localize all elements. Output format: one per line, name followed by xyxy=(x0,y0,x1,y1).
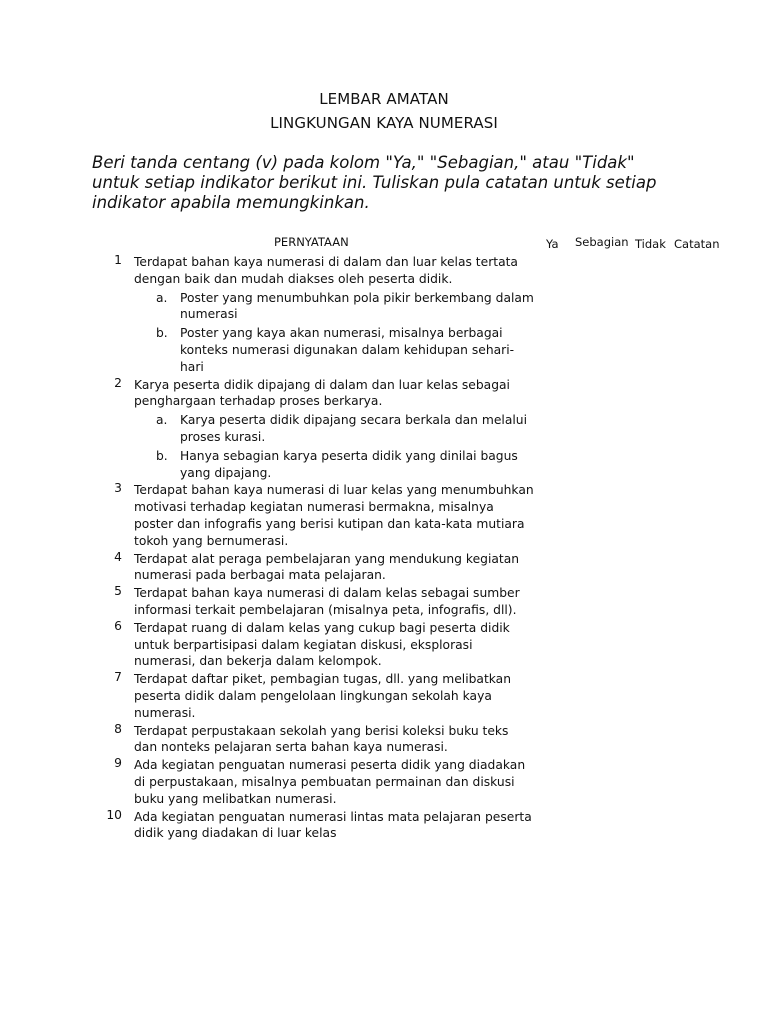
statement-item xyxy=(92,551,534,585)
sub-indicator-text: Poster yang menumbuhkan pola pikir berkembang dalam numerasi xyxy=(180,290,534,322)
statement-item xyxy=(92,482,534,549)
statement-text: Terdapat alat peraga pembelajaran yang mendukung kegiatan numerasi pada berbagai mata pelajaran. xyxy=(134,551,520,583)
sub-indicator-letter: b. xyxy=(156,448,168,463)
sub-indicator-letter: b. xyxy=(156,326,168,341)
statement-number: 8 xyxy=(114,721,122,736)
statement-item xyxy=(92,377,534,482)
statement-item xyxy=(92,585,534,619)
sub-indicator-letter: a. xyxy=(156,290,168,305)
sub-indicator-text: Hanya sebagian karya peserta didik yang dinilai bagus yang dipajang. xyxy=(180,448,518,480)
statement-text: Karya peserta didik dipajang di dalam dan luar kelas sebagai penghargaan terhadap proses berkarya. xyxy=(134,377,510,409)
column-header-catatan: Catatan xyxy=(674,237,720,251)
statement-text: Terdapat daftar piket, pembagian tugas, dll. yang melibatkan peserta didik dalam pengelolaan lingkungan sekolah kaya numerasi. xyxy=(134,672,512,720)
statement-list xyxy=(92,254,534,842)
statement-item xyxy=(92,757,534,807)
statement-number: 4 xyxy=(114,549,122,564)
statement-text: Terdapat perpustakaan sekolah yang berisi koleksi buku teks dan nonteks pelajaran serta bahan kaya numerasi. xyxy=(134,723,509,755)
statement-number: 6 xyxy=(114,618,122,633)
statement-number: 3 xyxy=(114,481,122,496)
statement-text: Terdapat bahan kaya numerasi di dalam dan luar kelas tertata dengan baik dan mudah diakses oleh peserta didik. xyxy=(134,255,518,286)
statement-number: 9 xyxy=(114,756,122,771)
sub-indicator-text: Karya peserta didik dipajang secara berkala dan melalui proses kurasi. xyxy=(180,413,527,444)
statement-text: Ada kegiatan penguatan numerasi lintas mata pelajaran peserta didik yang diadakan di luar kelas xyxy=(134,809,532,841)
document-title: LEMBAR AMATAN xyxy=(319,90,449,108)
statement-item xyxy=(92,723,534,757)
statement-text: Terdapat bahan kaya numerasi di luar kelas yang menumbuhkan motivasi terhadap kegiatan numerasi bermakna, misalnya poster dan infografis yang berisi kutipan dan kata-kata mutiara tokoh yang bernumerasi. xyxy=(134,483,534,548)
sub-indicator xyxy=(134,290,534,324)
statement-item xyxy=(92,620,534,670)
instruction-text: Beri tanda centang (v) pada kolom "Ya," "Sebagian," atau "Tidak" untuk setiap indikator berikut ini. Tuliskan pula catatan untuk setiap indikator apabila memungkinkan. xyxy=(92,153,657,212)
column-header-tidak: Tidak xyxy=(635,237,666,251)
sub-indicator-letter: a. xyxy=(156,413,168,428)
statement-item xyxy=(92,671,534,721)
sub-indicator xyxy=(134,412,534,446)
document-subtitle: LINGKUNGAN KAYA NUMERASI xyxy=(270,114,498,132)
statement-item xyxy=(92,809,534,843)
statement-number: 7 xyxy=(114,670,122,685)
column-header-ya: Ya xyxy=(546,237,559,251)
statement-number: 1 xyxy=(114,253,122,267)
statement-number: 10 xyxy=(106,807,122,822)
sub-indicator xyxy=(134,325,534,375)
column-header-sebagian: Sebagian xyxy=(575,235,629,249)
statement-text: Ada kegiatan penguatan numerasi peserta didik yang diadakan di perpustakaan, misalnya pembuatan permainan dan diskusi buku yang melibatkan numerasi. xyxy=(134,758,526,806)
sub-indicator-text: Poster yang kaya akan numerasi, misalnya berbagai konteks numerasi digunakan dalam kehidupan sehari-hari xyxy=(180,326,515,374)
statement-number: 2 xyxy=(114,375,122,390)
statement-number: 5 xyxy=(114,584,122,599)
column-header-pernyataan: PERNYATAAN xyxy=(274,235,349,249)
statement-text: Terdapat bahan kaya numerasi di dalam kelas sebagai sumber informasi terkait pembelajaran (misalnya peta, infografis, dll). xyxy=(134,586,520,617)
statement-text: Terdapat ruang di dalam kelas yang cukup bagi peserta didik untuk berpartisipasi dalam kegiatan diskusi, eksplorasi numerasi, dan bekerja dalam kelompok. xyxy=(134,620,510,669)
statement-item xyxy=(92,254,534,376)
sub-indicator xyxy=(134,448,534,482)
